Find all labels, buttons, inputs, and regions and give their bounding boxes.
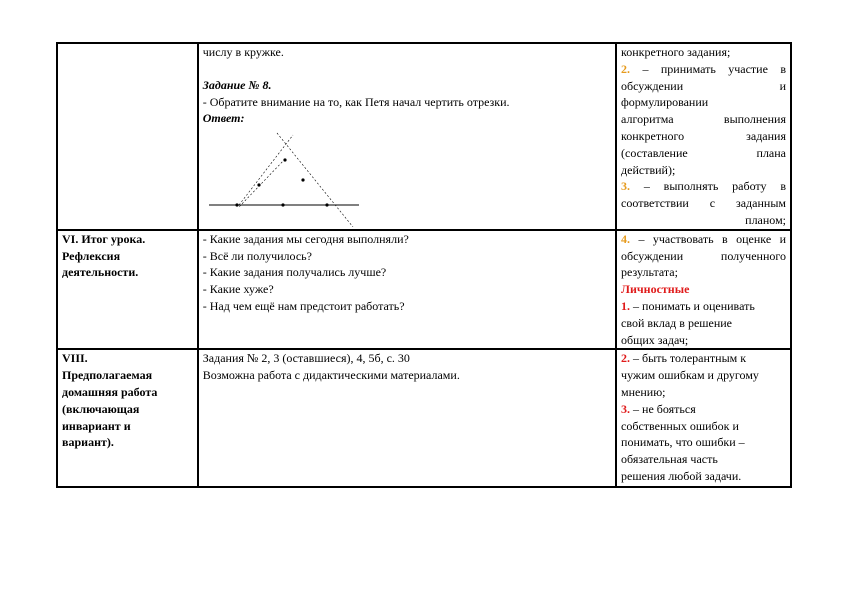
stage-cell [57,349,198,487]
stage-title: инвариант и [62,418,131,433]
activity-cell [198,43,616,230]
list-item: 1. – понимать и оценивать [621,298,755,313]
text-line: числу в кружке. [202,45,284,59]
text-line: собственных ошибок и [621,418,739,433]
answer-label: Ответ: [202,111,245,126]
text-line: чужим ошибкам и другому [621,368,759,383]
question-line: - Какие задания мы сегодня выполняли? [202,231,409,246]
text-line: действий); [621,162,676,177]
list-item: 2. – принимать участие в [621,61,786,76]
text-line: формулировании [621,95,709,110]
stage-cell [57,230,198,350]
question-line: - Какие задания получались лучше? [202,265,387,280]
text-line: обсуждении и [621,78,786,93]
table-row [57,349,791,487]
instruction-text: - Обратите внимание на то, как Петя начал чертить отрезки. [202,94,510,109]
skills-cell [616,43,791,230]
text-line: общих задач; [621,332,689,347]
stage-title: деятельности. [62,265,139,280]
question-line: - Какие хуже? [202,282,274,297]
homework-line: Возможна работа с дидактическими материалами. [202,368,460,383]
triangle-drawing [203,127,403,227]
text-line: мнению; [621,384,666,399]
stage-title: Рефлексия [62,248,121,263]
list-item: 2. – быть толерантным к [621,351,747,366]
stage-title: (включающая [62,401,140,416]
table-row [57,230,791,350]
text-line: конкретного задания; [621,45,731,59]
table-row [57,43,791,230]
activity-cell [198,349,616,487]
stage-title: вариант). [62,435,114,450]
text-line: алгоритма выполнения [621,112,786,127]
text-line: понимать, что ошибки – [621,435,745,450]
text-line: конкретного задания [621,128,786,143]
lesson-plan-table [56,42,792,488]
text-line: планом; [745,212,786,227]
stage-cell-empty [57,43,198,230]
text-line: решения любой задачи. [621,468,742,483]
task-heading: Задание № 8. [202,77,272,92]
stage-title: домашняя работа [62,384,158,399]
text-line: результата; [621,265,678,280]
homework-line: Задания № 2, 3 (оставшиеся), 4, 5б, с. 30 [202,351,410,366]
text-line: (составление плана [621,145,786,160]
skills-cell [616,349,791,487]
skills-cell [616,230,791,350]
list-item: 4. – участвовать в оценке и [621,231,786,246]
question-line: - Всё ли получилось? [202,248,312,263]
text-line: соответствии с заданным [621,196,786,211]
stage-title: Предполагаемая [62,368,153,383]
stage-title: VIII. [62,351,88,366]
text-line: обязательная часть [621,452,718,467]
list-item: 3. – не бояться [621,401,696,416]
activity-cell [198,230,616,350]
text-line: свой вклад в решение [621,315,733,330]
question-line: - Над чем ещё нам предстоит работать? [202,298,405,313]
text-line: обсуждении полученного [621,248,786,263]
personal-heading: Личностные [621,282,690,297]
list-item: 3. – выполнять работу в [621,179,786,194]
stage-title: VI. Итог урока. [62,231,146,246]
